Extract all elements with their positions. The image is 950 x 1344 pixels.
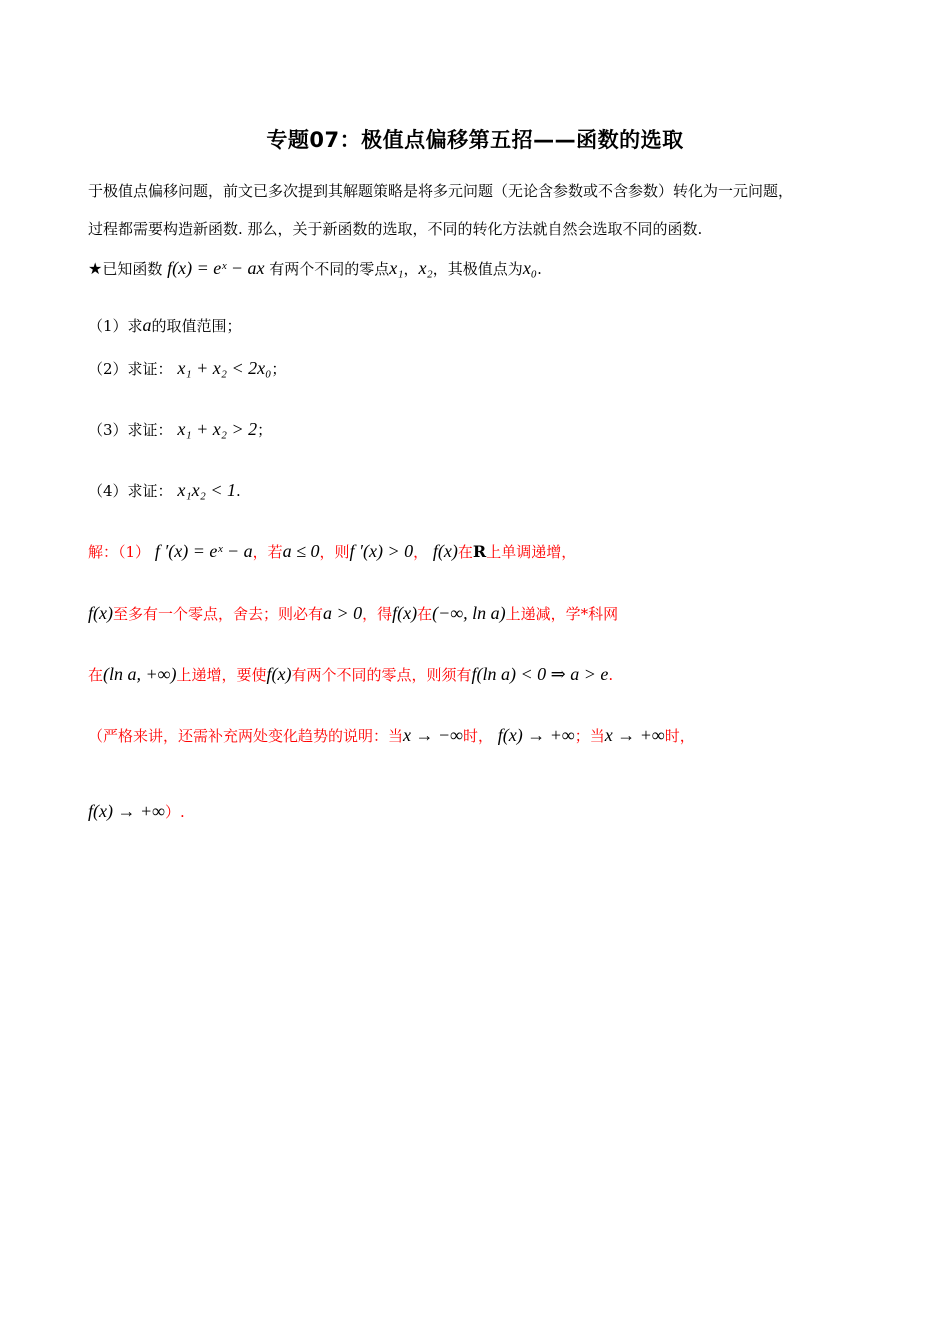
zero-x1: x₁ [389,258,404,278]
question-math: x₁ + x₂ > 2 [177,419,258,439]
solution-text: 上递减，学*科网 [505,605,619,623]
solution-text: ）. [164,803,185,821]
question-math: a [142,315,152,335]
limit-f-pos: f(x) → +∞ [497,725,575,745]
solution-text: 上单调递增， [486,543,577,561]
question-label: （2）求证： [88,360,173,378]
zero-x2: x₂ [418,258,433,278]
problem-comma: ， [403,260,419,278]
solution-text: 在 [457,543,473,561]
question-label: （1）求 [88,317,143,335]
function-formula: f(x) = eˣ − ax [167,258,265,278]
question-text: . [235,482,241,500]
solution-text: （严格来讲，还需补充两处变化趋势的说明：当 [88,727,404,745]
solution-text: ，则 [319,543,350,561]
question-text: ； [271,360,287,378]
question-4 [88,480,241,501]
solution-text: 在 [417,605,433,623]
derivative-positive: f ′(x) > 0 [349,541,414,561]
condition-a-positive: a > 0 [323,603,363,623]
question-1 [88,315,242,336]
problem-end: . [537,260,542,278]
problem-lead: 已知函数 [102,260,163,278]
function-f: f(x) [266,664,292,684]
problem-mid: 有两个不同的零点 [269,260,390,278]
solution-line-1 [88,541,576,562]
conclusion-formula: f(ln a) < 0 ⇒ a > e [471,664,609,684]
question-label: （4）求证： [88,482,173,500]
question-label: （3）求证： [88,421,173,439]
solution-text: 时， [462,727,493,745]
derivative-formula: f ′(x) = eˣ − a [154,541,253,561]
solution-text: 至多有一个零点，舍去；则必有 [112,605,323,623]
question-text: ； [257,421,273,439]
question-3 [88,419,272,440]
limit-f-pos: f(x) → +∞ [88,801,165,821]
solution-line-4 [88,725,695,746]
solution-text: ，得 [362,605,393,623]
problem-tail: ，其极值点为 [432,260,523,278]
function-f: f(x) [432,541,458,561]
solution-line-5 [88,801,185,822]
solution-line-3 [88,664,613,685]
function-f: f(x) [88,603,113,623]
solution-text: ，若 [252,543,283,561]
solution-text: 在 [88,666,104,684]
interval-increasing: (ln a, +∞) [103,664,177,684]
interval-decreasing: (−∞, ln a) [432,603,506,623]
solution-text: ；当 [574,727,605,745]
solution-text: 有两个不同的零点，则须有 [291,666,472,684]
solution-prefix: 解：（1） [88,543,151,561]
real-set: R [472,542,487,561]
question-math: x₁x₂ < 1 [177,480,236,500]
extreme-x0: x₀ [522,258,538,278]
solution-line-2 [88,603,618,624]
condition-a: a ≤ 0 [282,541,320,561]
solution-text: . [608,666,614,684]
solution-text: 时， [664,727,695,745]
solution-text: 上递增，要使 [176,666,267,684]
intro-line-2: 过程都需要构造新函数. 那么，关于新函数的选取，不同的转化方法就自然会选取不同的函数. [88,220,703,238]
limit-x-pos: x → +∞ [604,725,665,745]
question-math: x₁ + x₂ < 2x₀ [177,358,272,378]
question-text: 的取值范围； [151,317,242,335]
question-2 [88,358,286,379]
function-f: f(x) [392,603,418,623]
limit-x-neg: x → −∞ [403,725,463,745]
solution-text: ， [413,543,429,561]
star-icon: ★ [88,259,103,278]
page-title: 专题07：极值点偏移第五招——函数的选取 [266,128,684,152]
intro-line-1: 于极值点偏移问题，前文已多次提到其解题策略是将多元问题（无论含参数或不含参数）转化为一元问题， [88,182,794,200]
problem-statement [88,258,542,279]
